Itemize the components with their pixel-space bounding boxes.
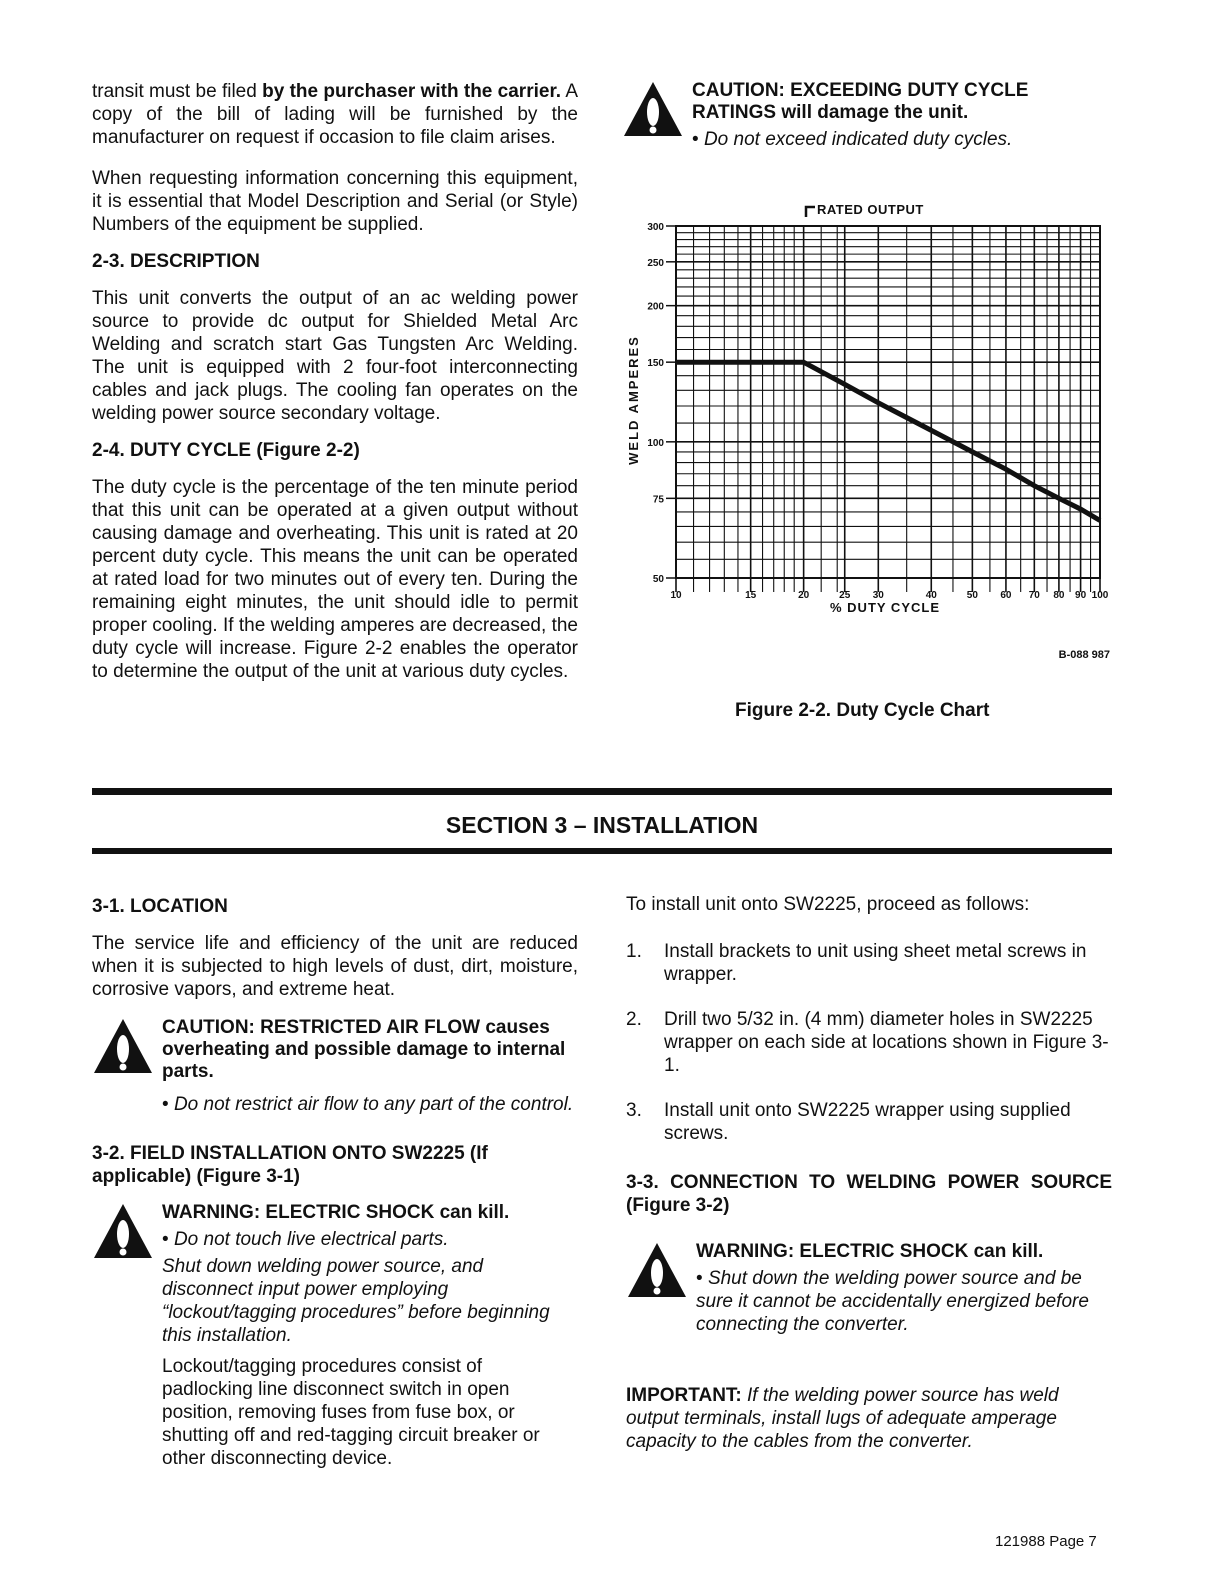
- description-heading: 2-3. DESCRIPTION: [92, 251, 260, 272]
- warning-bullet: • Do not touch live electrical parts.: [162, 1228, 578, 1251]
- caution-bullet: • Do not restrict air flow to any part of the control.: [162, 1093, 578, 1116]
- lockout-text: Lockout/tagging procedures consist of padlocking line disconnect switch in open position, removing fuses from fuse box, or shutting off and red-tagging circuit breaker or other disconnecting device.: [162, 1356, 540, 1469]
- caution-title: CAUTION: EXCEEDING DUTY CYCLE RATINGS will damage the unit.: [692, 80, 1029, 123]
- section-rule-bottom: [92, 848, 1112, 854]
- duty-cycle-chart: [0, 0, 1226, 700]
- location-heading: 3-1. LOCATION: [92, 896, 228, 917]
- x-tick-label: 50: [966, 590, 978, 601]
- description-paragraph: This unit converts the output of an ac welding power source to provide dc output for Shielded Metal Arc Welding and scratch start Gas Tungsten Arc Welding. The unit is equipped with 2 four-foot interconnecting cables and jack plugs. The cooling fan operates on the welding power source secondary voltage.: [92, 288, 578, 424]
- x-axis-label: % DUTY CYCLE: [830, 600, 940, 615]
- x-tick-label: 70: [1028, 590, 1040, 601]
- rated-output-marker: [806, 207, 815, 217]
- y-tick-label: 100: [647, 437, 664, 449]
- duty-cycle-paragraph: The duty cycle is the percentage of the ten minute period that this unit can be operated at a given output without causing damage and overheating. This unit is rated at 20 percent duty cycle. This means the unit can be operated at rated load for two minutes out of every ten. During the remaining eight minutes, the unit should idle to permit proper cooling. If the welding amperes are decreased, the duty cycle will increase. Figure 2-2 enables the operator to determine the output of the unit at various duty cycles.: [92, 477, 578, 682]
- connection-heading: 3-3. CONNECTION TO WELDING POWER SOURCE (Figure 3-2): [626, 1172, 1112, 1216]
- left-column-bottom: [92, 895, 578, 1486]
- purchaser-bold-text: by the purchaser with the carrier.: [262, 81, 562, 102]
- list-item: [626, 1008, 1112, 1077]
- electric-shock-warning: [626, 1241, 1112, 1336]
- important-label: IMPORTANT:: [626, 1385, 742, 1406]
- x-tick-label: 80: [1053, 590, 1065, 601]
- y-tick-label: 75: [652, 494, 664, 506]
- important-note: [626, 1384, 1112, 1453]
- x-tick-label: 25: [839, 590, 851, 601]
- caution-icon: [92, 1017, 154, 1075]
- warning-bullet: • Shut down the welding power source and be sure it cannot be accidentally energized before connecting the converter.: [696, 1267, 1112, 1336]
- x-tick-label: 20: [798, 590, 810, 601]
- x-tick-label: 15: [745, 590, 757, 601]
- step-number: 1.: [626, 941, 642, 962]
- caution-bullet: • Do not exceed indicated duty cycles.: [692, 128, 1112, 151]
- y-tick-label: 150: [647, 358, 664, 370]
- important-text: If the welding power source has weld output terminals, install lugs of adequate amperage capacity to the cables from the converter.: [626, 1385, 1059, 1452]
- x-tick-label: 60: [1000, 590, 1012, 601]
- figure-caption: Figure 2-2. Duty Cycle Chart: [735, 700, 990, 721]
- x-tick-label: 100: [1091, 590, 1109, 601]
- section-title: SECTION 3 – INSTALLATION: [445, 812, 759, 838]
- warning-title: WARNING: ELECTRIC SHOCK can kill.: [696, 1241, 1044, 1262]
- step-text: Install unit onto SW2225 wrapper using supplied screws.: [664, 1100, 1071, 1144]
- step-number: 3.: [626, 1100, 642, 1121]
- y-tick-label: 300: [647, 222, 664, 233]
- duty-cycle-heading: 2-4. DUTY CYCLE (Figure 2-2): [92, 440, 360, 461]
- location-paragraph: The service life and efficiency of the unit are reduced when it is subjected to high levels of dust, dirt, moisture, corrosive vapors, and extreme heat.: [92, 933, 578, 1000]
- list-item: [626, 1099, 1112, 1145]
- y-tick-label: 200: [647, 301, 664, 313]
- step-text: Drill two 5/32 in. (4 mm) diameter holes in SW2225 wrapper on each side at locations shown in Figure 3-1.: [664, 1009, 1109, 1076]
- y-tick-label: 50: [652, 574, 664, 585]
- field-installation-heading: 3-2. FIELD INSTALLATION ONTO SW2225 (If applicable) (Figure 3-1): [92, 1143, 488, 1187]
- y-tick-label: 250: [647, 257, 664, 269]
- bill-of-lading-text: A copy of the bill of lading will be furnished by the manufacturer on request if occasion to file claim arises.: [92, 81, 579, 148]
- warning-title: WARNING: ELECTRIC SHOCK can kill.: [162, 1202, 510, 1223]
- step-text: Install brackets to unit using sheet metal screws in wrapper.: [664, 941, 1087, 985]
- transit-text: transit must be filed: [92, 81, 263, 102]
- warning-sub-text: Shut down welding power source, and disconnect input power employing “lockout/tagging procedures” before beginning this installation.: [162, 1256, 550, 1346]
- list-item: [626, 940, 1112, 986]
- warning-icon: [92, 1202, 154, 1260]
- page-number: 121988 Page 7: [995, 1533, 1097, 1550]
- warning-icon: [626, 1241, 688, 1299]
- x-tick-label: 90: [1075, 590, 1087, 601]
- install-intro: To install unit onto SW2225, proceed as follows:: [626, 894, 1030, 915]
- y-axis-label: WELD AMPERES: [626, 335, 641, 465]
- info-request-paragraph: When requesting information concerning this equipment, it is essential that Model Description and Serial (or Style) Numbers of the equipment be supplied.: [92, 168, 578, 235]
- section-rule-top: [92, 788, 1112, 795]
- x-tick-label: 10: [670, 590, 682, 601]
- air-flow-caution: [92, 1017, 578, 1116]
- x-tick-label: 40: [925, 590, 937, 601]
- x-tick-label: 30: [872, 590, 884, 601]
- right-column-bottom: [626, 893, 1112, 1467]
- rated-output-label: RATED OUTPUT: [817, 202, 924, 217]
- chart-frame: [676, 226, 1100, 578]
- electric-shock-warning: [92, 1202, 578, 1470]
- y-axis-ticks: [647, 222, 676, 585]
- install-steps: [626, 940, 1112, 1145]
- figure-code: B-088 987: [1058, 649, 1110, 661]
- caution-title: CAUTION: RESTRICTED AIR FLOW causes overheating and possible damage to internal parts.: [162, 1017, 566, 1082]
- step-number: 2.: [626, 1009, 642, 1030]
